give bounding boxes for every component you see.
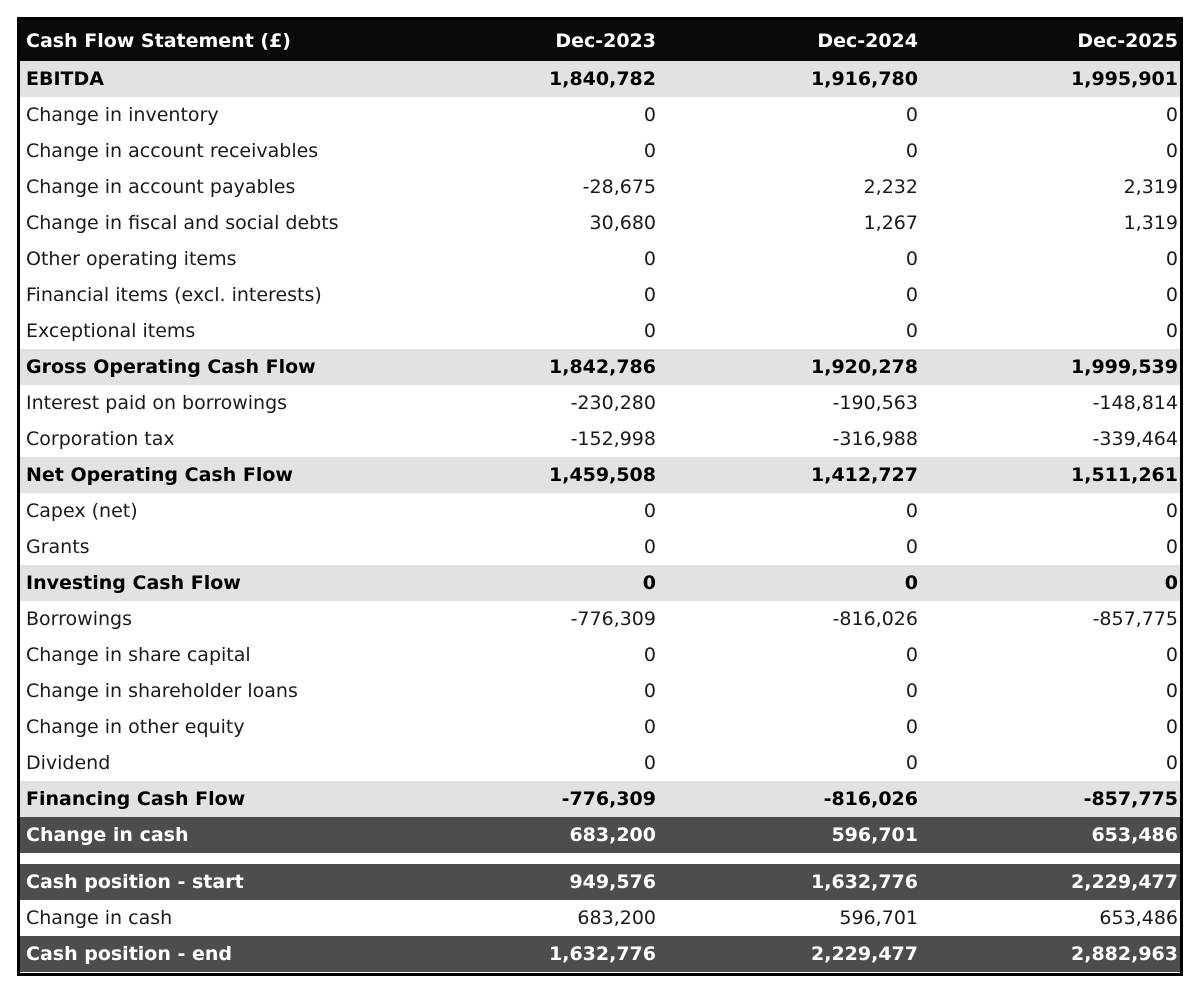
value-dec-2025: 653,486 (1091, 824, 1178, 846)
row-label: EBITDA (26, 68, 104, 90)
table-row (20, 457, 1180, 493)
value-dec-2023: 1,840,782 (549, 68, 656, 90)
table-row (20, 313, 1180, 349)
value-dec-2023: 0 (643, 536, 656, 558)
value-dec-2023: -776,309 (570, 608, 656, 630)
value-dec-2023: 0 (643, 752, 656, 774)
row-label: Capex (net) (26, 500, 138, 522)
value-dec-2024: 0 (905, 248, 918, 270)
value-dec-2024: 1,916,780 (811, 68, 918, 90)
table-row (20, 817, 1180, 853)
value-dec-2024: 0 (905, 104, 918, 126)
table-row (20, 277, 1180, 313)
cash-position-section (20, 864, 1180, 972)
value-dec-2025: 0 (1165, 284, 1178, 306)
row-label: Cash position - end (26, 943, 232, 965)
value-dec-2025: 1,995,901 (1071, 68, 1178, 90)
value-dec-2023: 0 (642, 572, 656, 594)
row-label: Change in share capital (26, 644, 251, 666)
value-dec-2023: 0 (643, 248, 656, 270)
value-dec-2023: 0 (643, 284, 656, 306)
row-label: Corporation tax (26, 428, 175, 450)
table-row (20, 709, 1180, 745)
table-row (20, 637, 1180, 673)
column-header-dec-2025: Dec-2025 (1077, 29, 1178, 52)
table-row (20, 601, 1180, 637)
value-dec-2024: 0 (905, 716, 918, 738)
row-label: Financial items (excl. interests) (26, 284, 322, 306)
value-dec-2025: 653,486 (1099, 907, 1178, 929)
table-row (20, 169, 1180, 205)
row-label: Cash position - start (26, 871, 244, 893)
value-dec-2025: 0 (1165, 140, 1178, 162)
table-row (20, 565, 1180, 601)
table-row (20, 385, 1180, 421)
table-row (20, 673, 1180, 709)
value-dec-2025: -857,775 (1083, 788, 1178, 810)
table-row (20, 745, 1180, 781)
value-dec-2024: 0 (905, 320, 918, 342)
value-dec-2023: 30,680 (589, 212, 656, 234)
value-dec-2023: 1,459,508 (549, 464, 656, 486)
value-dec-2023: 0 (643, 140, 656, 162)
value-dec-2024: 0 (905, 752, 918, 774)
value-dec-2025: 0 (1164, 572, 1178, 594)
value-dec-2025: -339,464 (1092, 428, 1178, 450)
table-row (20, 936, 1180, 972)
value-dec-2023: -230,280 (570, 392, 656, 414)
table-row (20, 241, 1180, 277)
value-dec-2025: 0 (1165, 680, 1178, 702)
value-dec-2023: 1,842,786 (549, 356, 656, 378)
value-dec-2024: -316,988 (832, 428, 918, 450)
value-dec-2024: 596,701 (839, 907, 918, 929)
value-dec-2023: 683,200 (577, 907, 656, 929)
value-dec-2024: 0 (905, 284, 918, 306)
row-label: Change in other equity (26, 716, 245, 738)
table-row (20, 421, 1180, 457)
table-row (20, 61, 1180, 97)
value-dec-2023: 0 (643, 716, 656, 738)
row-label: Change in shareholder loans (26, 680, 298, 702)
value-dec-2023: 949,576 (569, 871, 656, 893)
row-label: Change in fiscal and social debts (26, 212, 339, 234)
table-row (20, 349, 1180, 385)
row-label: Dividend (26, 752, 111, 774)
value-dec-2025: 2,319 (1123, 176, 1178, 198)
value-dec-2024: 1,632,776 (811, 871, 918, 893)
row-label: Interest paid on borrowings (26, 392, 288, 414)
value-dec-2024: 1,920,278 (811, 356, 918, 378)
row-label: Gross Operating Cash Flow (26, 356, 316, 378)
cash-flow-table (17, 17, 1183, 976)
value-dec-2024: 1,267 (863, 212, 918, 234)
table-row (20, 205, 1180, 241)
value-dec-2025: -857,775 (1092, 608, 1178, 630)
value-dec-2025: -148,814 (1092, 392, 1178, 414)
table-row (20, 781, 1180, 817)
value-dec-2025: 1,511,261 (1071, 464, 1178, 486)
table-row (20, 864, 1180, 900)
value-dec-2025: 0 (1165, 320, 1178, 342)
column-header-dec-2024: Dec-2024 (817, 29, 918, 52)
value-dec-2023: 683,200 (569, 824, 656, 846)
row-label: Financing Cash Flow (26, 788, 246, 810)
value-dec-2023: 0 (643, 680, 656, 702)
row-label: Exceptional items (26, 320, 196, 342)
value-dec-2024: 0 (905, 536, 918, 558)
value-dec-2024: 0 (904, 572, 918, 594)
row-label: Change in account payables (26, 176, 296, 198)
value-dec-2025: 0 (1165, 500, 1178, 522)
table-header (20, 20, 1180, 61)
value-dec-2023: -776,309 (561, 788, 656, 810)
value-dec-2023: 0 (643, 644, 656, 666)
value-dec-2023: 0 (643, 500, 656, 522)
value-dec-2024: -816,026 (823, 788, 918, 810)
value-dec-2024: 596,701 (831, 824, 918, 846)
value-dec-2025: 0 (1165, 716, 1178, 738)
table-row (20, 900, 1180, 936)
value-dec-2024: -816,026 (832, 608, 918, 630)
value-dec-2023: 1,632,776 (549, 943, 656, 965)
value-dec-2025: 0 (1165, 104, 1178, 126)
row-label: Change in account receivables (26, 140, 319, 162)
row-label: Other operating items (26, 248, 237, 270)
value-dec-2024: 2,229,477 (811, 943, 918, 965)
value-dec-2024: 0 (905, 140, 918, 162)
table-body (20, 61, 1180, 853)
value-dec-2025: 1,999,539 (1071, 356, 1178, 378)
value-dec-2025: 1,319 (1123, 212, 1178, 234)
table-row (20, 529, 1180, 565)
row-label: Borrowings (26, 608, 132, 630)
value-dec-2025: 2,229,477 (1071, 871, 1178, 893)
value-dec-2023: -152,998 (570, 428, 656, 450)
table-row (20, 493, 1180, 529)
value-dec-2025: 0 (1165, 248, 1178, 270)
row-label: Change in cash (26, 907, 173, 929)
column-header-dec-2023: Dec-2023 (555, 29, 656, 52)
value-dec-2025: 0 (1165, 644, 1178, 666)
section-divider (20, 853, 1180, 864)
value-dec-2024: -190,563 (832, 392, 918, 414)
value-dec-2024: 0 (905, 500, 918, 522)
value-dec-2023: 0 (643, 104, 656, 126)
table-row (20, 133, 1180, 169)
value-dec-2024: 2,232 (863, 176, 918, 198)
table-row (20, 97, 1180, 133)
value-dec-2024: 0 (905, 644, 918, 666)
value-dec-2024: 1,412,727 (811, 464, 918, 486)
table-title: Cash Flow Statement (£) (26, 29, 291, 52)
value-dec-2023: -28,675 (582, 176, 656, 198)
row-label: Change in cash (26, 824, 189, 846)
value-dec-2024: 0 (905, 680, 918, 702)
value-dec-2025: 0 (1165, 536, 1178, 558)
row-label: Change in inventory (26, 104, 219, 126)
value-dec-2023: 0 (643, 320, 656, 342)
row-label: Net Operating Cash Flow (26, 464, 293, 486)
row-label: Grants (26, 536, 90, 558)
row-label: Investing Cash Flow (26, 572, 241, 594)
value-dec-2025: 0 (1165, 752, 1178, 774)
value-dec-2025: 2,882,963 (1071, 943, 1178, 965)
